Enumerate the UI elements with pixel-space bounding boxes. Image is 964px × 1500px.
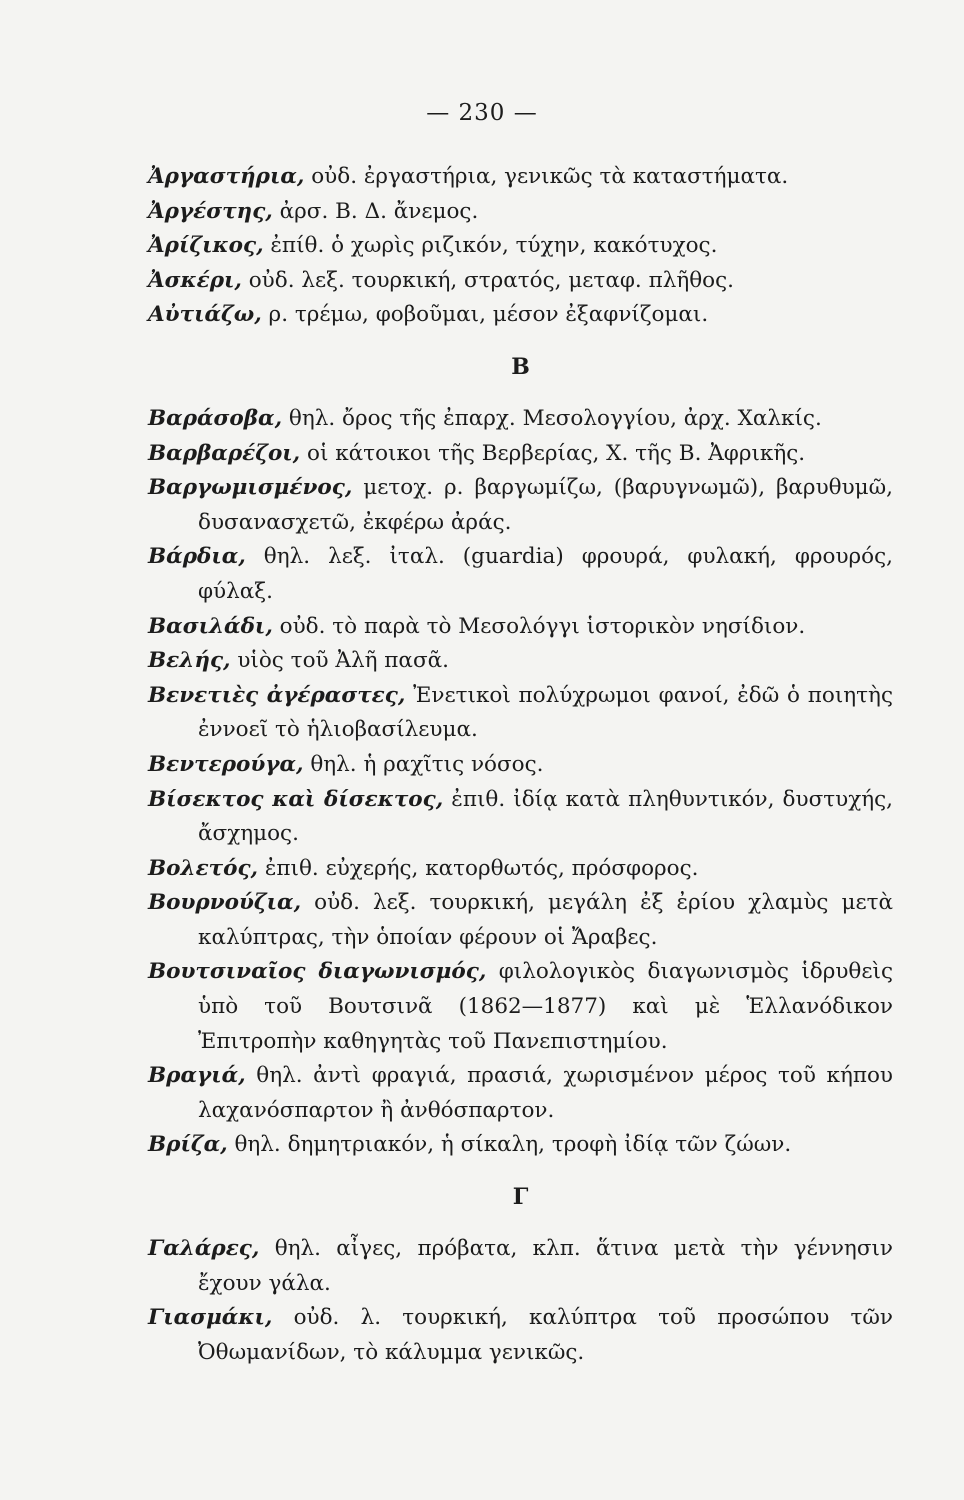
- glossary-entry: [148, 955, 893, 1059]
- glossary-entry: [148, 783, 893, 852]
- entry-headword: Βραγιά,: [148, 1063, 246, 1089]
- entry-headword: Βουτσιναῖος διαγωνισμός,: [148, 959, 487, 985]
- entry-headword: Βίσεκτος καὶ δίσεκτος,: [148, 786, 444, 812]
- page-number: — 230 —: [426, 100, 538, 126]
- entry-definition: θηλ. ἀντὶ φραγιά, πρασιά, χωρισμένον μέρος τοῦ κήπου λαχανόσπαρτον ἢ ἀνθόσπαρτον.: [198, 1063, 893, 1123]
- glossary-entry: [148, 1059, 893, 1128]
- entry-headword: Γαλάρες,: [148, 1236, 260, 1262]
- entry-headword: Βαράσοβα,: [148, 405, 283, 431]
- entry-definition: θηλ. δημητριακόν, ἡ σίκαλη, τροφὴ ἰδίᾳ τῶν ζώων.: [227, 1132, 792, 1158]
- entry-definition: φιλολογικὸς διαγωνισμὸς ἱδρυθεὶς ὑπὸ τοῦ Βουτσινᾶ (1862—1877) καὶ μὲ Ἑλλανόδικον Ἐπιτροπὴν καθηγητὰς τοῦ Πανεπιστημίου.: [198, 959, 893, 1054]
- entry-headword: Βολετός,: [148, 855, 259, 881]
- glossary-entries: [148, 160, 893, 1370]
- entry-headword: Βρίζα,: [148, 1132, 228, 1158]
- glossary-entry: [148, 1128, 893, 1163]
- entry-definition: ἐπιθ. εὐχερής, κατορθωτός, πρόσφορος.: [258, 855, 699, 881]
- glossary-entry: [148, 1232, 893, 1301]
- entry-headword: Γιασμάκι,: [148, 1305, 273, 1331]
- entry-headword: Ἀργαστήρια,: [148, 164, 305, 189]
- glossary-entry: [148, 264, 893, 299]
- entry-definition: μετοχ. ρ. βαργωμίζω, (βαρυγνωμῶ), βαρυθυμῶ, δυσανασχετῶ, ἐκφέρω ἀράς.: [198, 475, 893, 535]
- entry-definition: οὐδ. ἐργαστήρια, γενικῶς τὰ καταστήματα.: [304, 164, 789, 189]
- entry-definition: θηλ. ἡ ραχῖτις νόσος.: [303, 751, 544, 777]
- entry-definition: Ἐνετικοὶ πολύχρωμοι φανοί, ἐδῶ ὁ ποιητὴς ἐννοεῖ τὸ ἡλιοβασίλευμα.: [198, 682, 893, 743]
- entry-headword: Ἀργέστης,: [148, 198, 273, 224]
- glossary-entry: [148, 402, 893, 437]
- entry-headword: Βενετιὲς ἀγέραστες,: [148, 682, 406, 708]
- glossary-entry: [148, 229, 893, 264]
- entry-definition: ἐπίθ. ὁ χωρὶς ριζικόν, τύχην, κακότυχος.: [263, 233, 718, 259]
- entry-definition: ρ. τρέμω, φοβοῦμαι, μέσον ἐξαφνίζομαι.: [261, 302, 709, 328]
- entry-definition: θηλ. αἶγες, πρόβατα, κλπ. ἅτινα μετὰ τὴν γέννησιν ἔχουν γάλα.: [198, 1236, 893, 1296]
- glossary-entry: [148, 886, 893, 955]
- entry-headword: Βάρδια,: [148, 544, 246, 570]
- glossary-entry: [148, 195, 893, 230]
- entry-definition: οὐδ. λεξ. τουρκική, στρατός, μεταφ. πλῆθος.: [241, 267, 734, 293]
- entry-definition: υἱὸς τοῦ Ἀλῆ πασᾶ.: [230, 648, 449, 674]
- entry-headword: Βελής,: [148, 648, 231, 674]
- entry-headword: Βαρβαρέζοι,: [148, 440, 301, 466]
- glossary-entry: [148, 471, 893, 540]
- entry-definition: οἱ κάτοικοι τῆς Βερβερίας, Χ. τῆς Β. Ἀφρικῆς.: [300, 440, 806, 466]
- entry-definition: οὐδ. τὸ παρὰ τὸ Μεσολόγγι ἱστορικὸν νησίδιον.: [272, 613, 806, 639]
- glossary-entry: [148, 610, 893, 645]
- entry-headword: Βουρνούζια,: [148, 890, 302, 916]
- entry-definition: θηλ. ὄρος τῆς ἐπαρχ. Μεσολογγίου, ἀρχ. Χαλκίς.: [282, 405, 822, 431]
- glossary-entry: [148, 540, 893, 609]
- entry-headword: Αὐτιάζω,: [148, 302, 262, 328]
- entry-headword: Βασιλάδι,: [148, 613, 273, 639]
- entry-definition: ἀρσ. Β. Δ. ἄνεμος.: [272, 198, 479, 224]
- glossary-entry: [148, 644, 893, 679]
- entry-headword: Ἀρίζικος,: [148, 233, 264, 259]
- entry-definition: θηλ. λεξ. ἰταλ. (guardia) φρουρά, φυλακή, φρουρός, φύλαξ.: [198, 544, 893, 604]
- section-letter: Β: [511, 353, 530, 380]
- glossary-entry: [148, 298, 893, 333]
- section-letter: Γ: [512, 1184, 529, 1211]
- glossary-entry: [148, 679, 893, 748]
- entry-headword: Βαργωμισμένος,: [148, 475, 353, 501]
- glossary-entry: [148, 748, 893, 783]
- glossary-entry: [148, 1301, 893, 1370]
- entry-headword: Ἀσκέρι,: [148, 267, 242, 293]
- entry-definition: οὐδ. λεξ. τουρκική, μεγάλη ἐξ ἐρίου χλαμὺς μετὰ καλύπτρας, τὴν ὁποίαν φέρουν οἱ Ἄραβες.: [198, 890, 893, 950]
- entry-definition: οὐδ. λ. τουρκική, καλύπτρα τοῦ προσώπου τῶν Ὀθωμανίδων, τὸ κάλυμμα γενικῶς.: [198, 1305, 893, 1365]
- entry-definition: ἐπιθ. ἰδίᾳ κατὰ πληθυντικόν, δυστυχής, ἄσχημος.: [198, 786, 893, 847]
- glossary-entry: [148, 160, 893, 195]
- glossary-entry: [148, 437, 893, 472]
- entry-headword: Βεντερούγα,: [148, 751, 304, 777]
- glossary-entry: [148, 852, 893, 887]
